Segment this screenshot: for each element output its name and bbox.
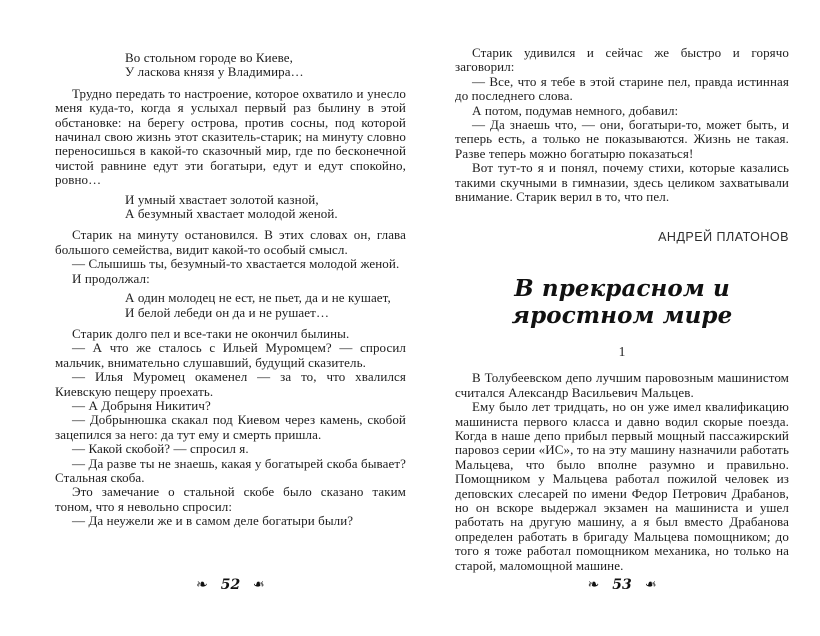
paragraph: Старик удивился и сейчас же быстро и горячо заговорил: — [455, 45, 789, 75]
paragraph: Ему было лет тридцать, но он уже имел квалификацию машиниста первого класса и давно водил скорые поезда. Когда в наше депо прибыл первый мощный пассажирский паровоз серии «ИС», то на эту машину назначили работать Мальцева, что было вполне разумно и правильно. Помощником у Мальцева работал пожилой человек из деповских слесарей по имени Федор Петрович Драбанов, но он вскоре выдержал экзамен на машиниста и ушел работать на другую машину, а я был вместо Драбанова определен работать в бригаду Мальцева помощником; до того я тоже работал помощником механика, но только на старой, маломощной машине. — [455, 399, 789, 573]
story-title: В прекрасном и яростном мире — [511, 274, 733, 329]
paragraph: — Илья Муромец окаменел — за то, что хвалился Киевскую пещеру проехать. — [55, 369, 406, 399]
section-number: 1 — [618, 343, 626, 359]
paragraph: — Добрынюшка скакал под Киевом через камень, скобой зацепился за него: да тут ему и смерть пришла. — [55, 412, 406, 442]
paragraph: — Слышишь ты, безумный-то хвастается молодой женой. — [72, 256, 400, 272]
floral-ornament-icon: ❧ — [587, 577, 600, 593]
verse-line: А один молодец не ест, не пьет, да и не кушает, — [125, 290, 391, 306]
paragraph: И продолжал: — [72, 270, 150, 286]
verse-line: Во стольном городе во Киеве, — [125, 50, 293, 65]
floral-ornament-icon: ❧ — [644, 577, 657, 593]
page-number: 52 — [220, 577, 241, 593]
floral-ornament-icon: ❧ — [196, 577, 208, 593]
verse-block — [125, 291, 406, 320]
verse-block — [125, 193, 406, 222]
verse-line: И умный хвастает золотой казной, — [125, 191, 319, 207]
paragraph: Вот тут-то я и понял, почему стихи, которые казались такими скучными в гимназии, здесь целиком захватывали внимание. Старик верил в то, что пел. — [455, 160, 789, 205]
paragraph: — Все, что я тебе в этой старине пел, правда истинная до последнего слова. — [455, 73, 789, 104]
page-right — [410, 0, 820, 636]
paragraph: Старик долго пел и все-таки не окончил былины. — [72, 325, 350, 341]
page-left-footer — [55, 576, 406, 594]
paragraph: Трудно передать то настроение, которое охватило и унесло меня куда-то, когда я услыхал первый раз былину в этой обстановке: на берегу острова, против сосны, под которой начинал свою жизнь этот сказитель-старик; на минуту словно переносишься в какой-то сказочный мир, где по бесконечной чистой равнине едут эти богатыри, едут и едут спокойно, ровно… — [55, 85, 406, 188]
verse-line: А безумный хвастает молодой женой. — [125, 206, 338, 222]
paragraph: — Да неужели же и в самом деле богатыри были? — [72, 513, 354, 529]
paragraph: Это замечание о стальной скобе было сказано таким тоном, что я невольно спросил: — [55, 484, 406, 514]
author-name: АНДРЕЙ ПЛАТОНОВ — [658, 230, 789, 245]
paragraph: — А Добрыня Никитич? — [72, 397, 211, 413]
page-number: 53 — [612, 577, 632, 593]
paragraph: Старик на минуту остановился. В этих словах он, глава большого семейства, видит какой-то особый смысл. — [55, 227, 406, 257]
page-right-content — [455, 46, 789, 573]
verse-block — [125, 51, 406, 80]
page-right-footer — [455, 576, 789, 594]
floral-ornament-icon: ❧ — [253, 577, 265, 593]
verse-line: И белой лебеди он да и не рушает… — [125, 304, 330, 320]
verse-line: У ласкова князя у Владимира… — [125, 64, 304, 80]
page-left-content — [55, 51, 406, 529]
paragraph: — Какой скобой? — спросил я. — [72, 441, 249, 457]
paragraph: В Толубеевском депо лучшим паровозным машинистом считался Александр Васильевич Мальцев. — [455, 370, 789, 400]
paragraph: — А что же сталось с Ильей Муромцем? — спросил мальчик, внимательно слушавший, будущий сказитель. — [55, 340, 406, 370]
paragraph: — Да знаешь что, — они, богатыри-то, может быть, и теперь есть, а только не показываются. Жизнь не такая. Разве теперь можно богатырю показаться! — [455, 117, 789, 161]
paragraph: — Да разве ты не знаешь, какая у богатырей скоба бывает? Стальная скоба. — [55, 455, 406, 485]
paragraph: А потом, подумав немного, добавил: — [472, 102, 679, 118]
